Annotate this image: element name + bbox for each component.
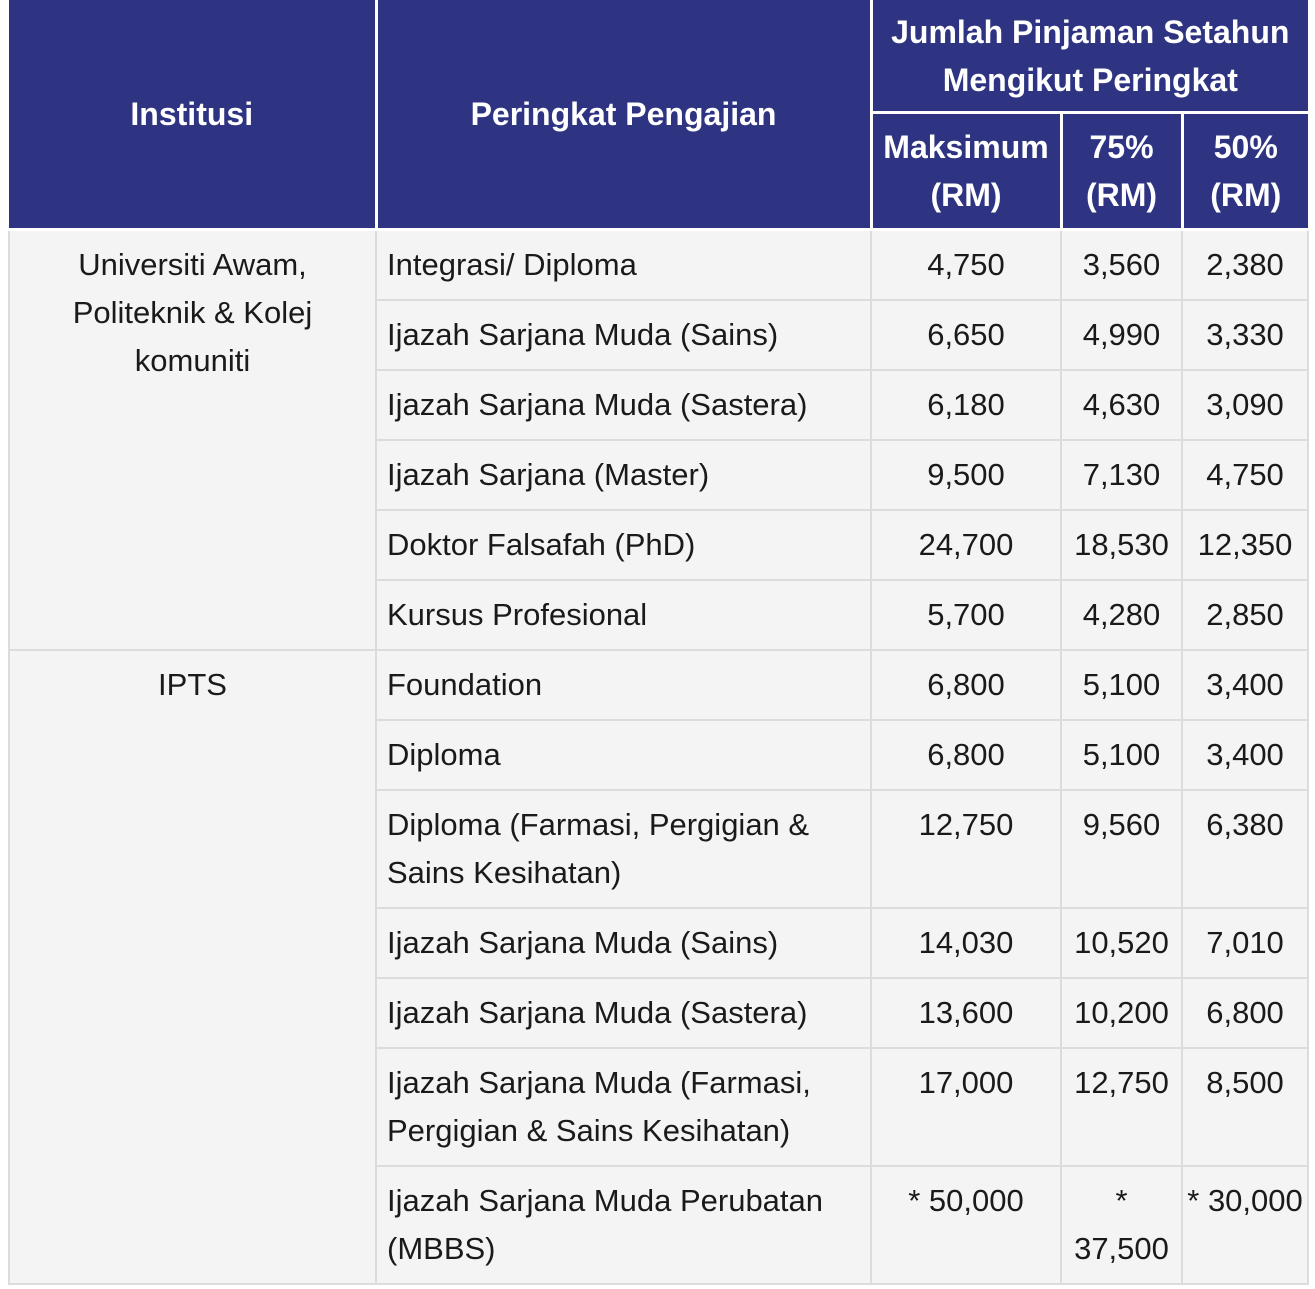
institution-cell: Universiti Awam, Politeknik & Kolej komuniti (9, 230, 376, 651)
maximum-amount-cell: 6,800 (871, 650, 1061, 720)
amount-50-percent-cell: 4,750 (1182, 440, 1308, 510)
maximum-amount-cell: 14,030 (871, 908, 1061, 978)
institution-cell: IPTS (9, 650, 376, 1284)
amount-50-percent-cell: 2,850 (1182, 580, 1308, 650)
header-level: Peringkat Pengajian (376, 0, 871, 230)
study-level-cell: Ijazah Sarjana Muda (Sains) (376, 908, 871, 978)
amount-75-percent-cell: 18,530 (1061, 510, 1182, 580)
maximum-amount-cell: 17,000 (871, 1048, 1061, 1166)
maximum-amount-cell: 12,750 (871, 790, 1061, 908)
amount-75-percent-cell: 5,100 (1061, 650, 1182, 720)
amount-75-percent-cell: 4,280 (1061, 580, 1182, 650)
maximum-amount-cell: 6,180 (871, 370, 1061, 440)
maximum-amount-cell: 6,650 (871, 300, 1061, 370)
maximum-amount-cell: 9,500 (871, 440, 1061, 510)
amount-50-percent-cell: 12,350 (1182, 510, 1308, 580)
amount-50-percent-cell: 3,400 (1182, 650, 1308, 720)
loan-table-container (8, 0, 1307, 1285)
study-level-cell: Diploma (376, 720, 871, 790)
study-level-cell: Ijazah Sarjana Muda (Sastera) (376, 978, 871, 1048)
maximum-amount-cell: 13,600 (871, 978, 1061, 1048)
amount-75-percent-cell: 3,560 (1061, 230, 1182, 301)
amount-50-percent-cell: 8,500 (1182, 1048, 1308, 1166)
study-level-cell: Ijazah Sarjana (Master) (376, 440, 871, 510)
table-body (9, 230, 1308, 1285)
maximum-amount-cell: * 50,000 (871, 1166, 1061, 1284)
study-level-cell: Diploma (Farmasi, Pergigian & Sains Kesihatan) (376, 790, 871, 908)
table-row (9, 230, 1308, 301)
study-level-cell: Ijazah Sarjana Muda (Farmasi, Pergigian & Sains Kesihatan) (376, 1048, 871, 1166)
amount-50-percent-cell: 6,800 (1182, 978, 1308, 1048)
header-loan-group: Jumlah Pinjaman Setahun Mengikut Peringkat (871, 0, 1308, 113)
study-level-cell: Ijazah Sarjana Muda (Sastera) (376, 370, 871, 440)
header-75-percent: 75% (RM) (1061, 113, 1182, 230)
header-50-percent: 50% (RM) (1182, 113, 1308, 230)
header-institution: Institusi (9, 0, 376, 230)
study-level-cell: Kursus Profesional (376, 580, 871, 650)
amount-50-percent-cell: 2,380 (1182, 230, 1308, 301)
amount-75-percent-cell: 7,130 (1061, 440, 1182, 510)
maximum-amount-cell: 6,800 (871, 720, 1061, 790)
amount-75-percent-cell: 10,200 (1061, 978, 1182, 1048)
amount-75-percent-cell: 12,750 (1061, 1048, 1182, 1166)
amount-75-percent-cell: 9,560 (1061, 790, 1182, 908)
loan-table (8, 0, 1309, 1285)
amount-75-percent-cell: 5,100 (1061, 720, 1182, 790)
amount-50-percent-cell: 3,090 (1182, 370, 1308, 440)
amount-50-percent-cell: 7,010 (1182, 908, 1308, 978)
table-header (9, 0, 1308, 230)
amount-50-percent-cell: * 30,000 (1182, 1166, 1308, 1284)
amount-50-percent-cell: 3,400 (1182, 720, 1308, 790)
maximum-amount-cell: 24,700 (871, 510, 1061, 580)
maximum-amount-cell: 4,750 (871, 230, 1061, 301)
header-maximum: Maksimum (RM) (871, 113, 1061, 230)
table-row (9, 650, 1308, 720)
amount-75-percent-cell: 4,630 (1061, 370, 1182, 440)
amount-50-percent-cell: 3,330 (1182, 300, 1308, 370)
maximum-amount-cell: 5,700 (871, 580, 1061, 650)
amount-75-percent-cell: 10,520 (1061, 908, 1182, 978)
study-level-cell: Ijazah Sarjana Muda Perubatan (MBBS) (376, 1166, 871, 1284)
amount-75-percent-cell: * 37,500 (1061, 1166, 1182, 1284)
amount-50-percent-cell: 6,380 (1182, 790, 1308, 908)
amount-75-percent-cell: 4,990 (1061, 300, 1182, 370)
study-level-cell: Ijazah Sarjana Muda (Sains) (376, 300, 871, 370)
study-level-cell: Integrasi/ Diploma (376, 230, 871, 301)
study-level-cell: Doktor Falsafah (PhD) (376, 510, 871, 580)
study-level-cell: Foundation (376, 650, 871, 720)
